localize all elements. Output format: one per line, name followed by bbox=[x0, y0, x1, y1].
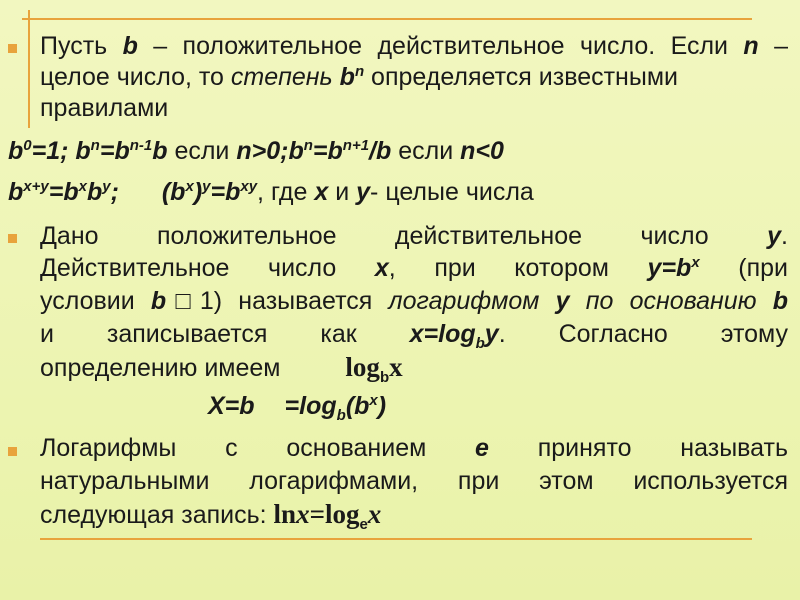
paragraph-2-line-5: определению имеем $\log_bx$ bbox=[40, 352, 403, 386]
bottom-rule bbox=[40, 538, 752, 540]
paragraph-2-line-3: условии b□1) называется логарифмом y по основанию b bbox=[40, 287, 789, 315]
formula-powers: $b^0=1$; $b^n=b^{n-1}b$ если $n>0;b^n=b^{n+1}/b$ если n<0 bbox=[8, 137, 504, 165]
paragraph-3-line-1: Логарифмы с основанием e принято называть bbox=[40, 434, 788, 462]
paragraph-3-line-2: натуральными логарифмами, при этом используется bbox=[40, 467, 788, 495]
paragraph-2-line-1: Дано положительное действительное число y. bbox=[40, 222, 788, 250]
formula-exponent-rules: $b^{x+y}=b^xb^y$; $(b^x)^y=b^{xy}$, где x и y- целые числа bbox=[8, 178, 534, 206]
paragraph-3-line-3: следующая запись: $\ln x=\log_ex$ bbox=[40, 499, 382, 533]
top-rule bbox=[22, 18, 752, 20]
formula-log-identity: $X=b =\log_b(b^x)$ bbox=[208, 392, 387, 424]
bullet-1 bbox=[8, 44, 17, 53]
paragraph-2-line-2: Действительное число x, при котором $y=b^x$ (при bbox=[40, 254, 788, 282]
paragraph-2-line-4: и записывается как $x=\log_by$. Согласно этому bbox=[40, 320, 788, 352]
bullet-2 bbox=[8, 234, 17, 243]
left-rule bbox=[28, 10, 30, 128]
bullet-3 bbox=[8, 447, 17, 456]
paragraph-1: Пусть b – положительное действительное число. Если n – целое число, то степень $b^n$ определяется известными правилами bbox=[40, 32, 788, 122]
